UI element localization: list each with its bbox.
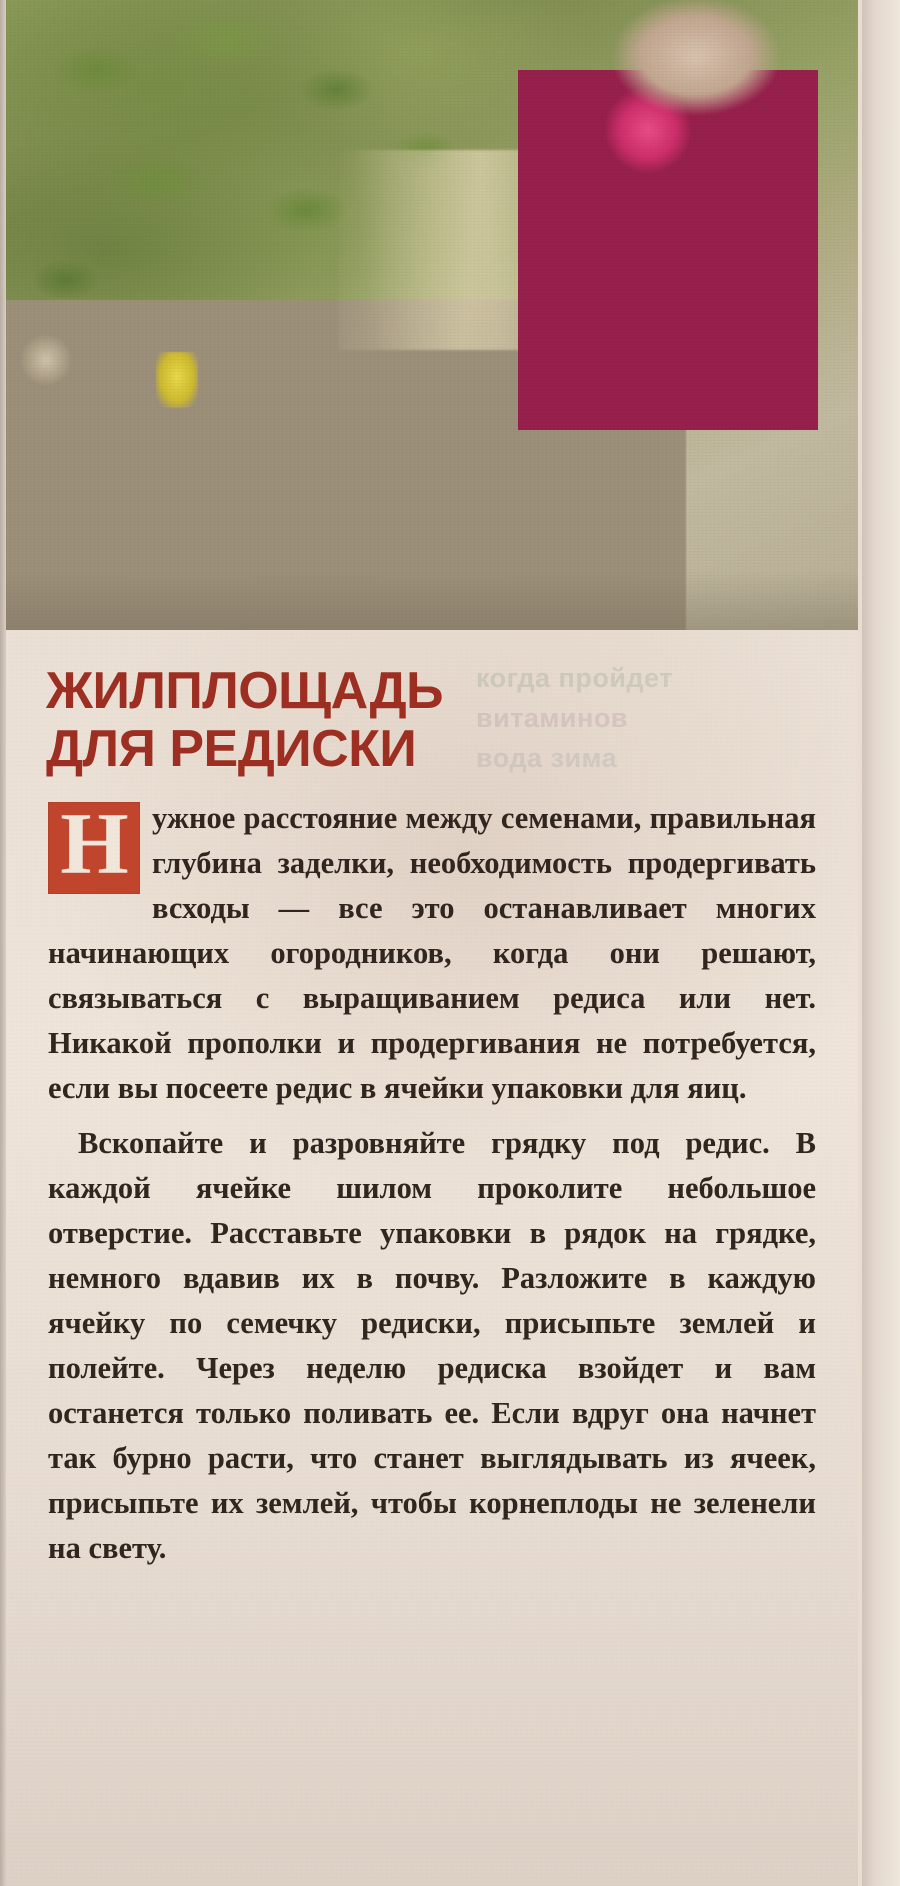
photo-print-grain bbox=[6, 0, 858, 630]
drop-cap: Н bbox=[48, 802, 140, 894]
show-through-line-2: витаминов bbox=[476, 703, 628, 733]
article-body bbox=[6, 630, 858, 1886]
article-photo bbox=[6, 0, 858, 630]
photo-bottom-shadow bbox=[6, 570, 858, 630]
show-through-line-1: когда пройдет bbox=[476, 663, 673, 693]
paragraph-1-text: ужное расстояние между семенами, правильная глубина заделки, необходимость продергивать всходы — все это останавливает многих начинающих огородников, когда они решают, связываться с выращиванием редиса или нет. Никакой прополки и продергивания не потребуется, если вы посеете редис в ячейки упаковки для яиц. bbox=[48, 801, 816, 1105]
article-text-column bbox=[6, 778, 858, 1571]
scan-right-edge bbox=[862, 0, 900, 1886]
paragraph-2: Вскопайте и разровняйте грядку под редис. В каждой ячейке шилом проколите небольшое отверстие. Расставьте упаковки в рядок на грядке, немного вдавив их в почву. Разложите в каждую ячейку по семечку редиски, присыпьте землей и полейте. Через неделю редиска взойдет и вам останется только поливать ее. Если вдруг она начнет так бурно расти, что станет выглядывать из ячеек, присыпьте их землей, чтобы корнеплоды не зеленели на свету. bbox=[48, 1126, 816, 1565]
show-through-line-3: вода зима bbox=[476, 743, 618, 773]
headline-line-1: ЖИЛПЛОЩАДЬ bbox=[46, 662, 444, 720]
paragraph-1 bbox=[48, 796, 816, 1111]
page-title bbox=[6, 630, 858, 778]
headline-line-2: ДЛЯ РЕДИСКИ bbox=[46, 720, 417, 778]
